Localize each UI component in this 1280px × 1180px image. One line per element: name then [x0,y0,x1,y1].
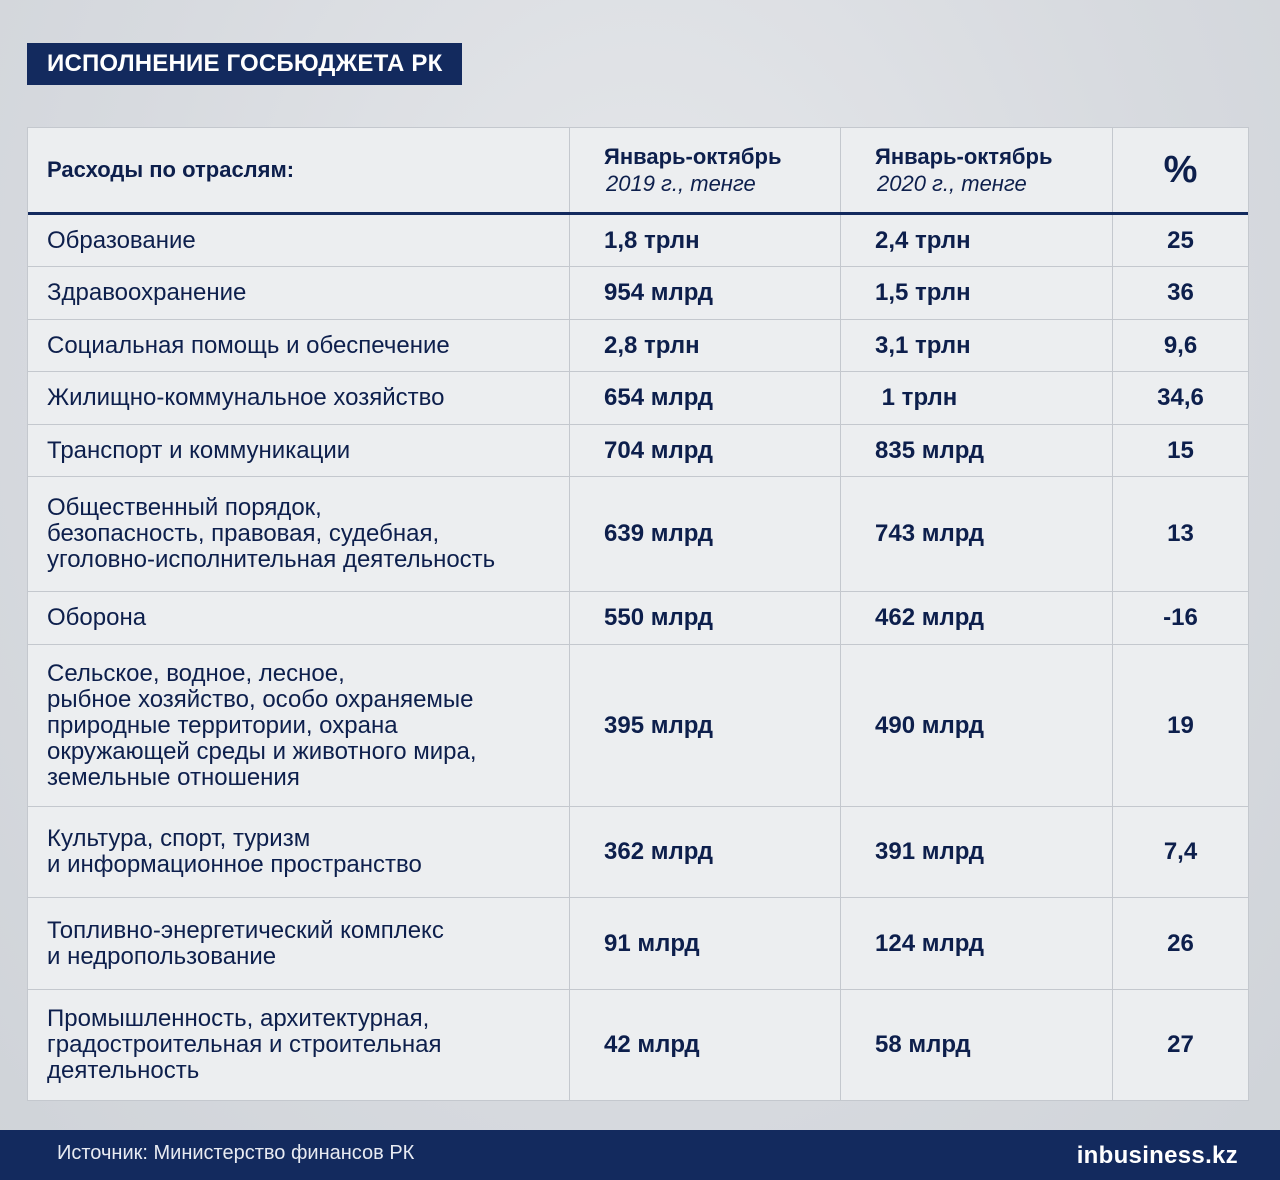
value-2020: 2,4 трлн [841,215,1113,266]
header-sectors: Расходы по отраслям: [28,128,570,212]
value-percent: 27 [1167,1031,1194,1058]
value-percent: 15 [1167,436,1194,464]
value-2020: 1 трлн [841,372,1113,424]
value-2020: 835 млрд [841,425,1113,476]
value-2019: 1,8 трлн [570,215,841,266]
sector-name: Общественный порядок, безопасность, правовая, судебная, уголовно-исполнительная деятельность [28,477,570,591]
value-2019: 550 млрд [570,592,841,644]
table-row [28,425,1248,477]
table-row [28,592,1248,645]
value-percent: 9,6 [1163,331,1198,359]
footer-bar [0,1130,1280,1180]
table-header [28,128,1248,215]
table-row [28,267,1248,320]
table-row [28,477,1248,592]
value-2019: 42 млрд [570,990,841,1100]
value-2019: 954 млрд [570,267,841,319]
page-title: ИСПОЛНЕНИЕ ГОСБЮДЖЕТА РК [27,43,462,85]
sector-name: Топливно-энергетический комплекс и недропользование [28,898,570,989]
header-2019-sub: 2019 г., тенге [606,171,756,196]
header-percent: % [1163,148,1198,191]
header-2019 [570,128,841,212]
sector-name: Здравоохранение [28,267,570,319]
value-2020: 391 млрд [841,807,1113,897]
value-percent: 26 [1167,929,1194,957]
value-2019: 362 млрд [570,807,841,897]
table-row [28,372,1248,425]
value-2019: 2,8 трлн [570,320,841,371]
header-2019-main: Январь-октябрь [604,144,782,169]
sector-name: Транспорт и коммуникации [28,425,570,476]
table-row [28,898,1248,990]
table-row [28,990,1248,1100]
value-2020: 1,5 трлн [841,267,1113,319]
header-2020 [841,128,1113,212]
value-2020: 58 млрд [841,990,1113,1100]
budget-table [27,127,1249,1101]
value-2019: 639 млрд [570,477,841,591]
header-2020-main: Январь-октябрь [875,144,1053,169]
sector-name: Образование [28,215,570,266]
sector-name: Оборона [28,592,570,644]
sector-name: Жилищно-коммунальное хозяйство [28,372,570,424]
value-2019: 91 млрд [570,898,841,989]
value-2020: 3,1 трлн [841,320,1113,371]
value-percent: 19 [1167,711,1194,739]
value-percent: 13 [1167,520,1194,547]
value-2020: 490 млрд [841,645,1113,806]
sector-name: Сельское, водное, лесное, рыбное хозяйство, особо охраняемые природные территории, охрана окружающей среды и животного мира, земельные отношения [28,645,570,806]
table-row [28,320,1248,372]
value-2020: 124 млрд [841,898,1113,989]
value-2019: 654 млрд [570,372,841,424]
value-percent: 25 [1167,226,1194,254]
source-text: Источник: Министерство финансов РК [57,1142,415,1164]
table-row [28,215,1248,267]
sector-name: Промышленность, архитектурная, градостроительная и строительная деятельность [28,990,570,1100]
table-row [28,807,1248,898]
value-2020: 743 млрд [841,477,1113,591]
value-percent: -16 [1163,604,1198,631]
sector-name: Культура, спорт, туризм и информационное пространство [28,807,570,897]
value-percent: 7,4 [1163,838,1198,865]
table-row [28,645,1248,807]
value-percent: 36 [1167,279,1194,306]
brand-logo[interactable]: inbusiness.kz [1076,1142,1238,1169]
value-percent: 34,6 [1157,384,1204,411]
value-2019: 704 млрд [570,425,841,476]
value-2020: 462 млрд [841,592,1113,644]
header-2020-sub: 2020 г., тенге [877,171,1027,196]
sector-name: Социальная помощь и обеспечение [28,320,570,371]
value-2019: 395 млрд [570,645,841,806]
